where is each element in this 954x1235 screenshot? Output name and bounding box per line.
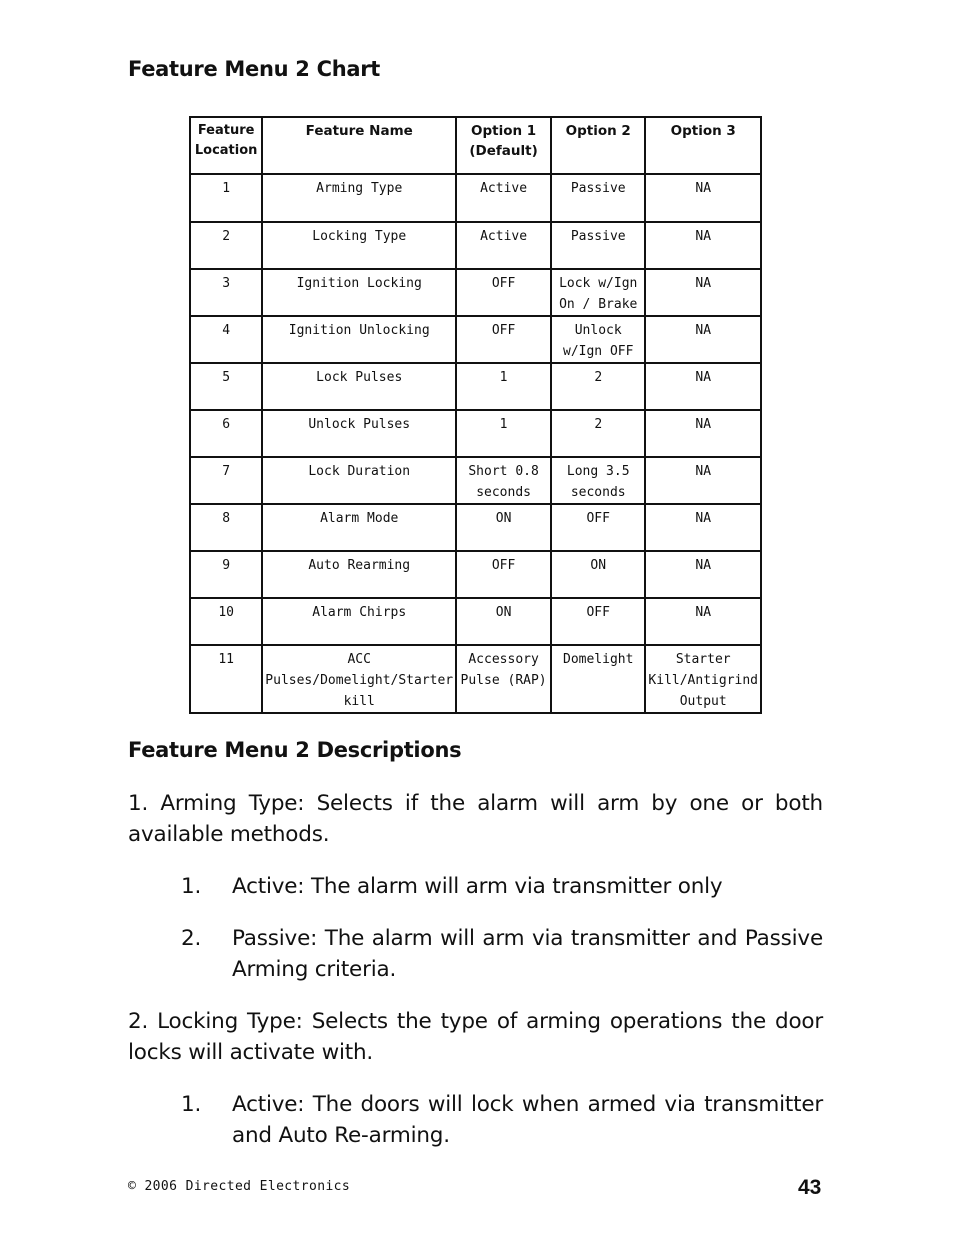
cell-feature-name: Locking Type (262, 222, 456, 269)
cell-feature-location: 1 (190, 174, 262, 222)
table-row (190, 410, 761, 457)
list-item-number: 1. (181, 1092, 202, 1117)
list-item-number: 2. (181, 926, 202, 951)
cell-feature-name: Alarm Mode (262, 504, 456, 551)
cell-option-2: Domelight (551, 645, 645, 713)
cell-option-2: Passive (551, 222, 645, 269)
table-row (190, 457, 761, 504)
cell-feature-location: 9 (190, 551, 262, 598)
page-number: 43 (798, 1176, 822, 1199)
cell-feature-name: Ignition Unlocking (262, 316, 456, 363)
cell-option-1: OFF (456, 551, 551, 598)
cell-feature-location: 6 (190, 410, 262, 457)
table-row (190, 222, 761, 269)
table-row (190, 316, 761, 363)
cell-feature-name: Lock Duration (262, 457, 456, 504)
cell-option-2: Passive (551, 174, 645, 222)
table-row (190, 363, 761, 410)
cell-option-3: NA (645, 504, 761, 551)
cell-option-3: NA (645, 363, 761, 410)
list-item-text: Active: The alarm will arm via transmitter only (232, 874, 723, 899)
cell-feature-location: 8 (190, 504, 262, 551)
cell-feature-location: 3 (190, 269, 262, 316)
cell-option-1: 1 (456, 410, 551, 457)
header-option-1: Option 1 (Default) (456, 117, 551, 174)
cell-feature-name: Auto Rearming (262, 551, 456, 598)
table-header-row (190, 117, 761, 174)
cell-feature-location: 4 (190, 316, 262, 363)
cell-option-1: 1 (456, 363, 551, 410)
cell-option-3: Starter Kill/Antigrind Output (645, 645, 761, 713)
cell-feature-location: 7 (190, 457, 262, 504)
cell-feature-location: 2 (190, 222, 262, 269)
cell-option-3: NA (645, 410, 761, 457)
table-row (190, 504, 761, 551)
cell-option-2: OFF (551, 504, 645, 551)
cell-option-3: NA (645, 269, 761, 316)
copyright-footer: © 2006 Directed Electronics (128, 1179, 351, 1194)
list-item-text: Passive: The alarm will arm via transmitter and Passive Arming criteria. (232, 926, 823, 982)
table-row (190, 269, 761, 316)
descriptions-heading: Feature Menu 2 Descriptions (128, 738, 462, 762)
description-arming-type: 1. Arming Type: Selects if the alarm will arm by one or both available methods. (128, 791, 823, 847)
description-locking-type: 2. Locking Type: Selects the type of arming operations the door locks will activate with. (128, 1009, 823, 1065)
cell-option-2: Unlock w/Ign OFF (551, 316, 645, 363)
cell-option-1: ON (456, 504, 551, 551)
table-row (190, 174, 761, 222)
cell-feature-name: ACC Pulses/Domelight/Starter kill (262, 645, 456, 713)
cell-option-2: 2 (551, 363, 645, 410)
cell-option-2: ON (551, 551, 645, 598)
cell-option-3: NA (645, 222, 761, 269)
cell-option-1: OFF (456, 316, 551, 363)
cell-option-1: OFF (456, 269, 551, 316)
cell-feature-location: 10 (190, 598, 262, 645)
cell-option-2: OFF (551, 598, 645, 645)
cell-feature-name: Unlock Pulses (262, 410, 456, 457)
cell-option-1: Active (456, 222, 551, 269)
cell-option-2: Long 3.5 seconds (551, 457, 645, 504)
cell-option-3: NA (645, 598, 761, 645)
cell-feature-name: Alarm Chirps (262, 598, 456, 645)
table-row (190, 551, 761, 598)
cell-option-1: Accessory Pulse (RAP) (456, 645, 551, 713)
cell-feature-location: 5 (190, 363, 262, 410)
header-option-2: Option 2 (551, 117, 645, 174)
list-item-number: 1. (181, 874, 202, 899)
cell-option-1: Short 0.8 seconds (456, 457, 551, 504)
cell-feature-name: Ignition Locking (262, 269, 456, 316)
cell-option-2: Lock w/Ign On / Brake (551, 269, 645, 316)
cell-feature-name: Arming Type (262, 174, 456, 222)
cell-option-3: NA (645, 316, 761, 363)
cell-option-3: NA (645, 457, 761, 504)
chart-heading: Feature Menu 2 Chart (128, 57, 381, 81)
cell-option-3: NA (645, 174, 761, 222)
table-row (190, 598, 761, 645)
cell-option-1: Active (456, 174, 551, 222)
cell-feature-name: Lock Pulses (262, 363, 456, 410)
feature-menu-table (189, 116, 762, 714)
cell-feature-location: 11 (190, 645, 262, 713)
cell-option-1: ON (456, 598, 551, 645)
header-option-3: Option 3 (645, 117, 761, 174)
cell-option-2: 2 (551, 410, 645, 457)
list-item-text: Active: The doors will lock when armed via transmitter and Auto Re-arming. (232, 1092, 823, 1148)
header-feature-location: Feature Location (190, 117, 262, 174)
table-row (190, 645, 761, 713)
header-feature-name: Feature Name (262, 117, 456, 174)
cell-option-3: NA (645, 551, 761, 598)
